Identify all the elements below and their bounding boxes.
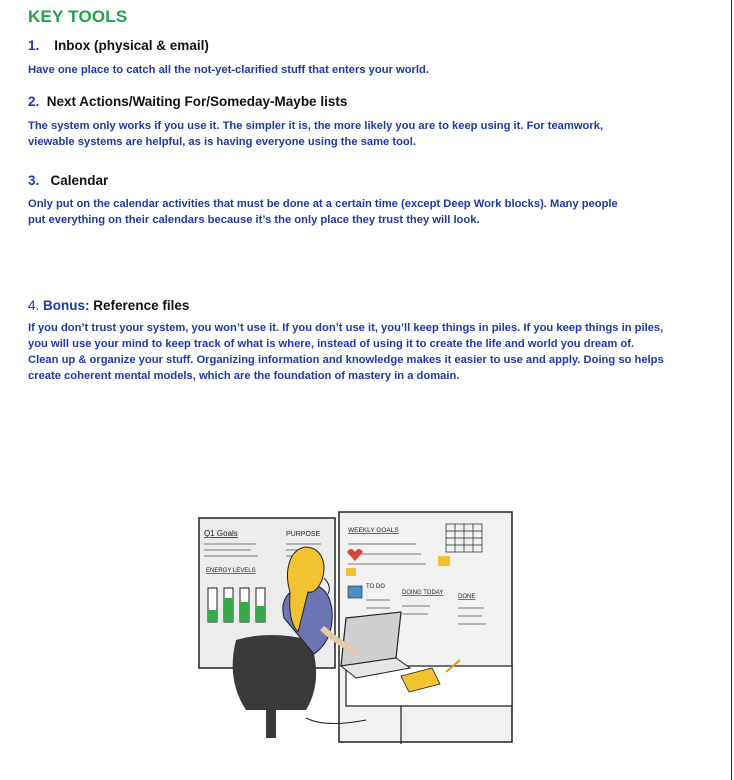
section-4-line: create coherent mental models, which are the foundation of mastery in a domain.	[28, 370, 460, 382]
section-2-number: 2.	[28, 94, 40, 109]
office-workspace-illustration	[196, 508, 518, 748]
section-3-body	[28, 196, 618, 228]
section-3-line: Only put on the calendar activities that must be done at a certain time (except Deep Work blocks). Many people	[28, 198, 618, 210]
section-4-number: 4.	[28, 298, 40, 313]
section-3-title: Calendar	[50, 173, 109, 188]
section-3-number: 3.	[28, 173, 40, 188]
section-2-heading	[28, 94, 347, 109]
purpose-label: PURPOSE	[286, 531, 321, 538]
doing-today-label: DOING TODAY	[402, 590, 444, 596]
section-2-body	[28, 118, 603, 150]
sticky-note	[346, 568, 356, 576]
energy-levels-label: ENERGY LEVELS	[206, 568, 256, 574]
page-right-border	[731, 0, 732, 780]
page-title: KEY TOOLS	[28, 7, 128, 26]
chair-post	[266, 708, 276, 738]
section-4-title: Reference files	[93, 298, 190, 313]
section-4-line: If you don’t trust your system, you won’t use it. If you don’t use it, you’ll keep things in piles. If you keep things in piles,	[28, 322, 664, 334]
section-3-heading	[28, 173, 108, 188]
office-chair	[233, 635, 316, 710]
sticky-note	[438, 556, 450, 566]
weekly-goals-label: WEEKLY GOALS	[348, 527, 399, 534]
photo-frame	[348, 586, 362, 598]
section-4-bonus-label: Bonus:	[43, 298, 90, 313]
section-4-line: Clean up & organize your stuff. Organizing information and knowledge makes it easier to use and apply. Doing so helps	[28, 354, 664, 366]
section-4-body	[28, 320, 664, 384]
section-2-line: The system only works if you use it. The simpler it is, the more likely you are to keep using it. For teamwork,	[28, 120, 604, 132]
section-2-line: viewable systems are helpful, as is having everyone using the same tool.	[28, 136, 416, 148]
section-1-title: Inbox (physical & email)	[54, 38, 209, 53]
section-4-heading	[28, 298, 189, 313]
section-2-title: Next Actions/Waiting For/Someday-Maybe lists	[46, 94, 348, 109]
laptop-screen	[341, 612, 401, 666]
done-label: DONE	[458, 594, 476, 600]
section-1-heading	[28, 38, 209, 53]
q1-goals-label: Q1 Goals	[204, 529, 238, 538]
section-1-line: Have one place to catch all the not-yet-clarified stuff that enters your world.	[28, 64, 429, 76]
section-1-number: 1.	[28, 38, 40, 53]
section-4-line: you will use your mind to keep track of what is where, instead of using it to create the life and world you dream of.	[28, 338, 635, 350]
todo-label: TO DO	[366, 584, 385, 590]
section-3-line: put everything on their calendars because it’s the only place they trust they will look.	[28, 214, 480, 226]
section-1-body	[28, 62, 429, 78]
